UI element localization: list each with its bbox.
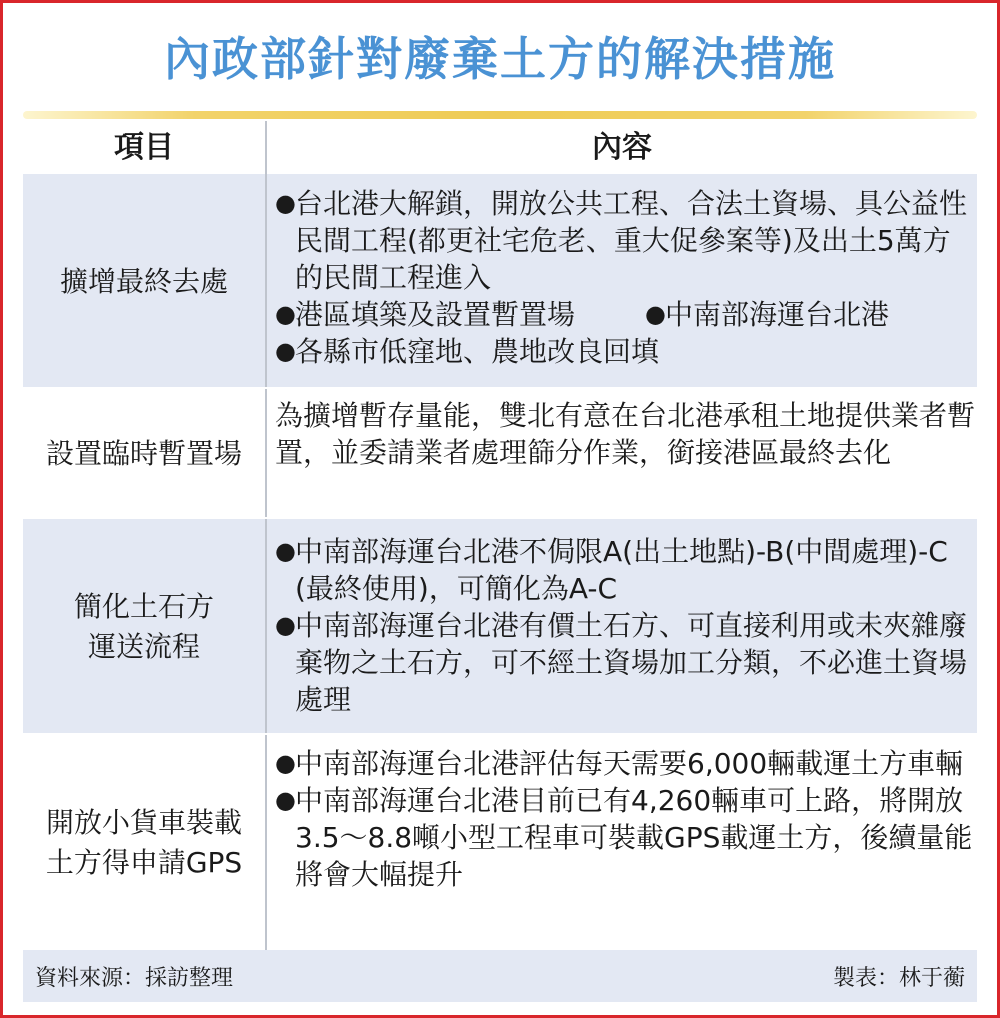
bullet-point <box>275 533 975 607</box>
bullet-point <box>645 296 889 333</box>
table-row <box>23 389 977 519</box>
bullet-point <box>275 296 645 333</box>
column-divider <box>265 174 267 389</box>
row-content <box>275 389 975 527</box>
column-divider <box>265 121 267 174</box>
row-item-label: 擴增最終去處 <box>59 264 228 298</box>
bullet-dot-icon: ● <box>275 611 296 639</box>
bullet-text: 中南部海運台北港目前已有4,260輛車可上路，將開放3.5～8.8噸小型工程車可裝載GPS載運土方，後續量能將會大幅提升 <box>295 784 973 891</box>
measures-table <box>23 121 977 1002</box>
bullet-dot-icon: ● <box>275 337 296 365</box>
bullet-dot-icon: ● <box>275 749 296 777</box>
row-item-label <box>23 735 265 950</box>
bullet-text: 中南部海運台北港有價土石方、可直接利用或未夾雜廢棄物之土石方，可不經土資場加工分類，不必進土資場處理 <box>295 609 968 716</box>
bullet-point <box>275 745 975 782</box>
bullet-dot-icon: ● <box>275 786 296 814</box>
row-item-label-line: 簡化土石方 <box>73 590 214 623</box>
bullet-pair <box>275 296 975 333</box>
column-divider <box>265 389 267 519</box>
row-item-label-line: 土方得申請GPS <box>45 845 243 879</box>
title-underline <box>23 111 977 119</box>
row-item-label <box>23 519 265 735</box>
bullet-point <box>275 607 975 718</box>
table-row <box>23 519 977 735</box>
table-header <box>23 121 977 174</box>
table-row <box>23 174 977 389</box>
bullet-text: 各縣市低窪地、農地改良回填 <box>295 335 660 368</box>
table-row <box>23 735 977 950</box>
bullet-text: 中南部海運台北港評估每天需要6,000輛載運土方車輛 <box>295 747 964 780</box>
row-content <box>275 174 975 400</box>
bullet-point <box>275 782 975 893</box>
row-content <box>275 519 975 749</box>
column-divider <box>265 519 267 735</box>
row-item-label-line: 開放小貨車裝載 <box>45 805 242 839</box>
bullet-point <box>275 185 975 296</box>
bullet-dot-icon: ● <box>645 300 666 328</box>
column-header-item: 項目 <box>114 129 174 165</box>
bullet-dot-icon: ● <box>275 537 296 565</box>
bullet-dot-icon: ● <box>275 189 296 217</box>
column-header-content: 內容 <box>592 130 652 165</box>
bullet-text: 中南部海運台北港 <box>665 298 890 331</box>
row-text: 為擴增暫存量能，雙北有意在台北港承租土地提供業者暫置，並委請業者處理篩分作業，銜接港區最終去化 <box>275 399 976 469</box>
row-item-label-line: 運送流程 <box>87 630 200 663</box>
column-divider <box>265 735 267 950</box>
row-content <box>275 735 975 960</box>
table-footer <box>23 950 977 1002</box>
bullet-dot-icon: ● <box>275 300 296 328</box>
bullet-text: 台北港大解鎖，開放公共工程、合法土資場、具公益性民間工程(都更社宅危老、重大促參案等)及出土5萬方的民間工程進入 <box>295 187 968 294</box>
data-source: 資料來源：採訪整理 <box>35 965 234 991</box>
row-item-label: 設置臨時暫置場 <box>45 437 242 470</box>
bullet-text: 中南部海運台北港不侷限A(出土地點)-B(中間處理)-C (最終使用)，可簡化為A-C <box>295 535 948 605</box>
bullet-text: 港區填築及設置暫置場 <box>295 298 576 331</box>
bullet-point <box>275 333 975 370</box>
page-title: 內政部針對廢棄土方的解決措施 <box>164 32 836 86</box>
table-author: 製表：林于蘅 <box>832 965 965 991</box>
